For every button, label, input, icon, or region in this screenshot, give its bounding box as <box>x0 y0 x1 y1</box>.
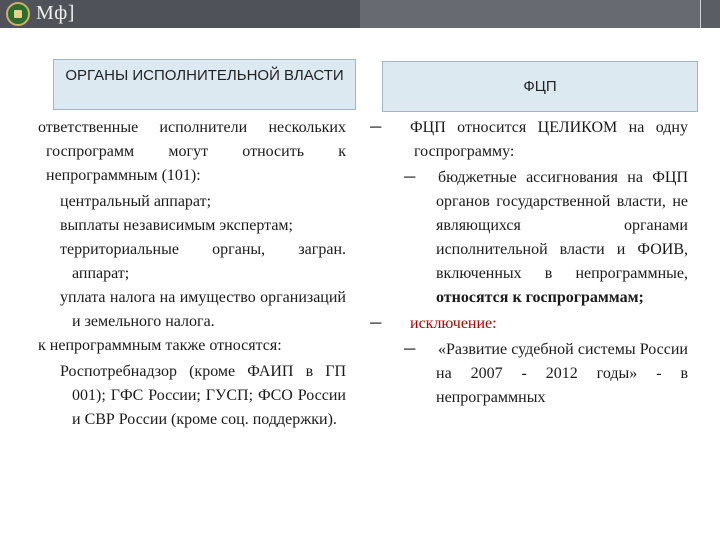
exception-text: «Развитие судебной системы России на 2007 - 2012 годы» - в непрограммных <box>436 341 688 406</box>
left-item: центральный аппарат; <box>60 193 212 210</box>
dash-bullet: ─ <box>370 119 382 136</box>
dash-bullet: ─ <box>370 315 382 332</box>
right-paragraph-2-text: бюджетные ассигнования на ФЦП органов государственной власти, не являющихся органами исполнительной власти и ФОИВ, включенных в непрограммные, <box>436 169 688 282</box>
left-item: выплаты независимым экспертам; <box>60 217 293 234</box>
right-paragraph-2 <box>392 166 688 310</box>
right-exception <box>370 312 688 336</box>
right-paragraph-1 <box>370 116 688 164</box>
emblem-icon <box>6 2 30 26</box>
left-also-text: Роспотребнадзор (кроме ФАИП в ГП 001); ГФС России; ГУСП; ФСО России и СВР России (кроме соц. поддержки). <box>60 363 346 428</box>
exception-label: исключение: <box>410 315 497 332</box>
right-paragraph-1-text: ФЦП относится ЦЕЛИКОМ на одну госпрограмму: <box>410 119 688 160</box>
left-column <box>38 116 346 432</box>
top-bar <box>0 0 720 28</box>
right-column-header: ФЦП <box>382 61 698 112</box>
left-item: территориальные органы, загран. аппарат; <box>60 241 346 282</box>
top-bar-segment <box>360 0 700 28</box>
logo-text: Мф] <box>36 2 75 24</box>
left-item: уплата налога на имущество организаций и земельного налога. <box>60 289 346 330</box>
left-also-block <box>38 360 346 432</box>
left-items <box>38 190 346 334</box>
left-intro: ответственные исполнители нескольких госпрограмм могут относить к непрограммным (101): <box>38 119 346 184</box>
right-paragraph-2-bold: относятся к госпрограммам; <box>436 289 644 306</box>
dash-bullet: ─ <box>404 341 416 358</box>
right-exception-detail <box>392 338 688 410</box>
top-bar-divider <box>700 0 701 28</box>
right-column <box>370 116 688 412</box>
left-column-header: ОРГАНЫ ИСПОЛНИТЕЛЬНОЙ ВЛАСТИ <box>53 59 356 110</box>
dash-bullet: ─ <box>404 169 416 186</box>
left-also-heading: к непрограммным также относятся: <box>38 337 282 354</box>
